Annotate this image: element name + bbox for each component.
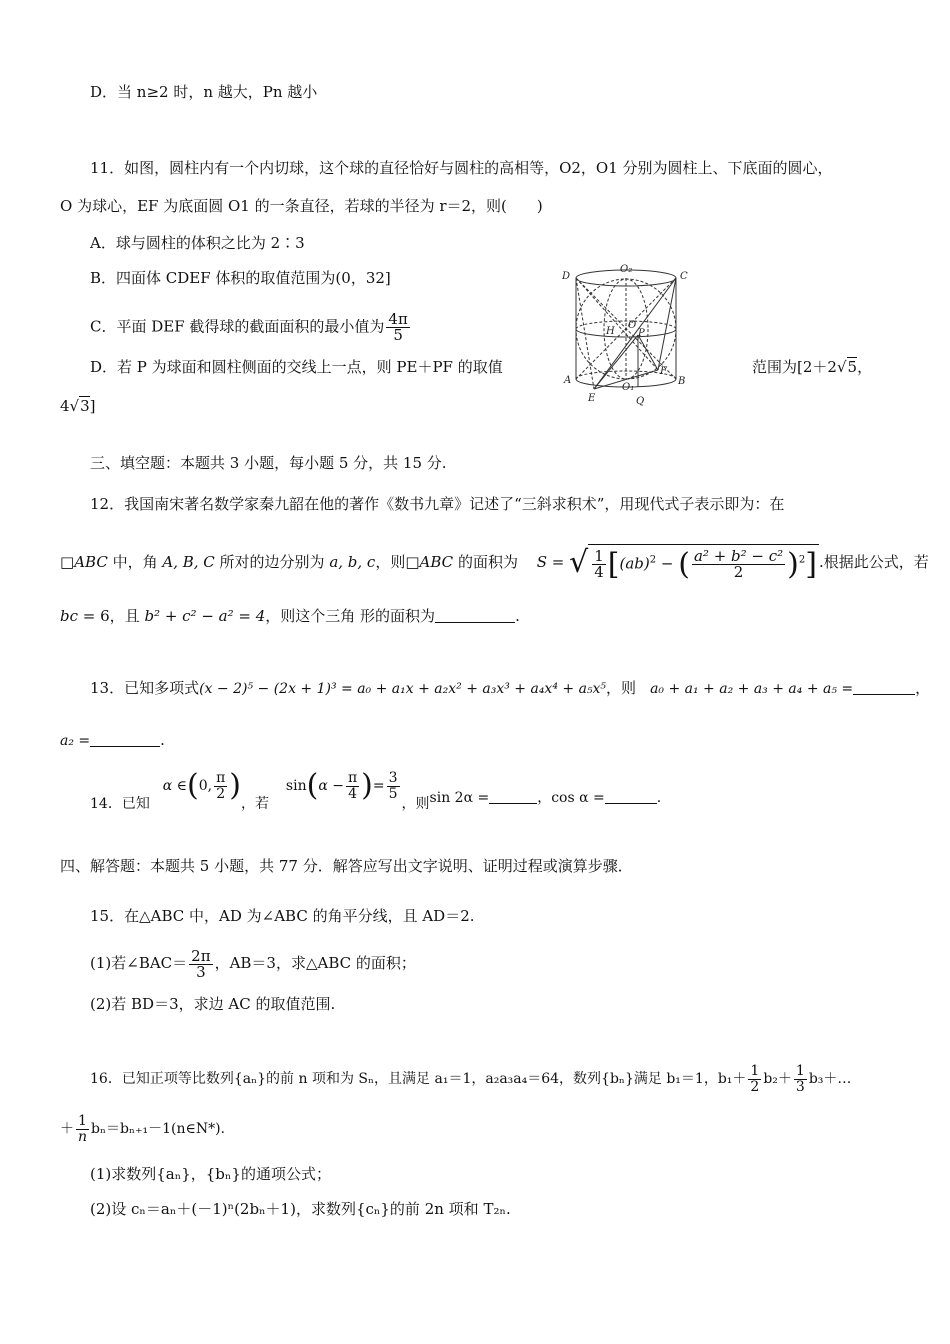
- frac-num: 1: [76, 1114, 89, 1130]
- frac-den: 5: [393, 326, 403, 344]
- fig-label-e: E: [588, 393, 596, 404]
- q11-option-c-text: C．平面 DEF 截得球的截面面积的最小值为: [90, 317, 385, 336]
- q16-one-over-n: [76, 1114, 89, 1145]
- q12-text: ，则: [375, 553, 406, 571]
- q12-minus: −: [656, 554, 679, 573]
- q12-angles: A, B, C: [162, 553, 215, 571]
- q13-text: 13．已知多项式: [90, 679, 200, 697]
- q14-sin2a-blank[interactable]: [489, 789, 537, 804]
- q12-ab-term: (ab): [619, 554, 650, 573]
- frac-den: 2: [216, 785, 226, 802]
- q11-option-d: D．若 P 为球面和圆柱侧面的交线上一点，则 PE＋PF 的取值: [90, 358, 503, 376]
- frac-den: 5: [388, 785, 398, 802]
- q13-sum: a₀ + a₁ + a₂ + a₃ + a₄ + a₅ =: [650, 681, 854, 697]
- frac-num: π: [347, 769, 358, 786]
- q16-part1: (1)求数列{aₙ}，{bₙ}的通项公式；: [90, 1165, 331, 1183]
- sqrt-radicand: 5: [847, 358, 858, 376]
- range-text: 4: [60, 397, 70, 415]
- q12-box-symbol: □: [405, 553, 420, 571]
- q13-line2: [60, 730, 165, 751]
- q14-cosa: cos α =: [551, 790, 605, 806]
- q16-line2: [60, 1112, 225, 1146]
- range-comma: ，: [857, 358, 873, 376]
- q14-sin2a: sin 2α =: [429, 790, 490, 806]
- fig-label-o: O: [628, 320, 637, 331]
- q16-part2: (2)设 cₙ＝aₙ＋(－1)ⁿ(2bₙ＋1)，求数列{cₙ}的前 2n 项和 T₂ₙ.: [90, 1200, 511, 1218]
- q12-answer-blank[interactable]: [435, 608, 515, 623]
- q16-text: 16．已知正项等比数列{aₙ}的前 n 项和为 Sₙ，且满足 a₁＝1，a₂a₃a₄＝64，数列{bₙ}满足 b₁＝1，b₁＋: [90, 1071, 747, 1087]
- q15-part1: [90, 946, 416, 980]
- fig-label-o2: O₂: [620, 264, 633, 275]
- frac-den: 4: [348, 785, 358, 802]
- q14-zero: 0,: [198, 778, 213, 794]
- q14-alpha-in: α ∈: [162, 778, 188, 794]
- range-text: 范围为[2＋2: [752, 358, 837, 376]
- q15-part2: (2)若 BD＝3，求边 AC 的取值范围.: [90, 995, 336, 1013]
- q13-line1: [90, 678, 930, 699]
- frac-den: n: [78, 1128, 88, 1145]
- q13-end: .: [160, 731, 165, 749]
- q12-ab-exp: 2: [649, 554, 657, 566]
- frac-num: 3: [388, 769, 398, 786]
- q12-radical-sign: √: [569, 545, 589, 580]
- q12-text: 所对的边分别为: [214, 553, 330, 571]
- q14-text: ，若: [241, 796, 270, 812]
- q14-end: .: [656, 790, 662, 806]
- q11-option-b: B．四面体 CDEF 体积的取值范围为(0，32]: [90, 269, 391, 287]
- paren-right: ): [229, 768, 242, 803]
- q12-cos-term: [692, 549, 785, 580]
- q14-cosa-blank[interactable]: [605, 789, 657, 804]
- q11-stem-line2: O 为球心，EF 为底面圆 O1 的一条直径，若球的半径为 r＝2，则( ): [60, 197, 543, 215]
- q11-option-d-range: [752, 357, 872, 377]
- paren-left: (: [678, 547, 690, 582]
- q12-paren-exp: 2: [798, 554, 806, 566]
- sqrt-sign: √: [836, 358, 847, 376]
- fig-label-c: C: [680, 271, 688, 282]
- sqrt-radicand: 3: [80, 397, 90, 415]
- q14-alpha-domain: [162, 768, 242, 803]
- q14-condition: [285, 768, 402, 803]
- q14-three-fifths: [387, 771, 400, 802]
- paren-left: (: [306, 768, 319, 803]
- q12-text: 的面积为: [453, 553, 518, 571]
- q12-text: .根据此公式，若: [818, 553, 929, 571]
- frac-den: 2: [750, 1078, 760, 1095]
- frac-den: 3: [196, 962, 206, 981]
- q13-comma: ，: [915, 679, 931, 697]
- q12-formula-eq: =: [547, 553, 570, 571]
- q12-radicand: [588, 544, 819, 582]
- paren-right: ): [787, 547, 799, 582]
- q15-text: ，AB＝3，求△ABC 的面积；: [214, 954, 416, 972]
- frac-num: 1: [750, 1062, 760, 1079]
- bracket-right: ]: [805, 547, 817, 582]
- q16-half: [748, 1064, 761, 1095]
- sqrt-sign: √: [69, 397, 80, 415]
- fig-label-b: B: [678, 376, 686, 387]
- q12-formula-s: S: [536, 553, 548, 571]
- q15-stem: 15．在△ABC 中，AD 为∠ABC 的角平分线，且 AD＝2.: [90, 907, 475, 925]
- fig-label-d: D: [562, 271, 571, 282]
- frac-num: 1: [795, 1062, 805, 1079]
- fig-label-a: A: [564, 375, 572, 386]
- q12-text: 中，角: [107, 553, 163, 571]
- q13-text: ，则: [606, 679, 637, 697]
- q12-line1: 12．我国南宋著名数学家秦九韶在他的著作《数书九章》记述了“三斜求积术”，用现代式子表示即为：在: [90, 495, 785, 513]
- frac-num: 2π: [191, 946, 211, 965]
- section-3-heading: 三、填空题：本题共 3 小题，每小题 5 分，共 15 分.: [90, 454, 447, 472]
- frac-den: 2: [733, 563, 744, 581]
- q12-quarter: [592, 549, 606, 580]
- q15-text: (1)若∠BAC＝: [90, 954, 188, 972]
- q12-triangle: ABC: [419, 553, 454, 571]
- q16-text: b₂＋: [763, 1071, 792, 1087]
- fig-label-f: F: [660, 366, 667, 377]
- q11-option-a: A．球与圆柱的体积之比为 2∶3: [90, 234, 305, 252]
- q12-box-symbol: □: [60, 553, 75, 571]
- q12-triangle: ABC: [74, 553, 108, 571]
- frac-den: 3: [795, 1078, 805, 1095]
- q13-polynomial: (x − 2)⁵ − (2x + 1)³ = a₀ + a₁x + a₂x² + a₃x³ + a₄x⁴ + a₅x⁵: [199, 681, 607, 697]
- range-close: ]: [89, 397, 96, 415]
- cylinder-sphere-figure: [556, 262, 696, 412]
- q11-option-c: [90, 312, 412, 343]
- q14-sin: sin: [285, 778, 307, 794]
- q12-text: ，则这个三角 形的面积为: [265, 607, 436, 625]
- q16-line1: [90, 1062, 851, 1096]
- frac-den: 4: [594, 563, 604, 581]
- q12-line3: [60, 606, 520, 626]
- q12-bc: bc: [60, 607, 79, 625]
- q12-sides: a, b, c: [329, 553, 376, 571]
- section-4-heading: 四、解答题：本题共 5 小题，共 77 分．解答应写出文字说明、证明过程或演算步骤．: [60, 857, 633, 875]
- q15-angle-fraction: [189, 946, 212, 981]
- q13-sum-blank[interactable]: [853, 680, 915, 695]
- q13-a2-blank[interactable]: [90, 732, 160, 747]
- q12-line2: [60, 532, 929, 592]
- frac-num: a² + b² − c²: [693, 547, 784, 565]
- q16-third: [794, 1064, 807, 1095]
- q14-pi-half: [214, 771, 227, 802]
- q16-text: ＋: [60, 1121, 74, 1137]
- q11-option-c-fraction: [386, 312, 409, 343]
- q14-alpha-minus: α −: [318, 778, 344, 794]
- q14-line: [90, 765, 661, 815]
- frac-num: 1: [594, 547, 604, 565]
- q13-a2: a₂ =: [60, 733, 91, 749]
- q12-text: .: [515, 607, 520, 625]
- q11-stem-line1: 11．如图，圆柱内有一个内切球，这个球的直径恰好与圆柱的高相等，O2，O1 分别为圆柱上、下底面的圆心，: [90, 159, 833, 177]
- frac-num: π: [216, 769, 226, 786]
- q12-condition: b² + c² − a² = 4: [144, 607, 266, 625]
- fig-label-o1: O₁: [622, 382, 635, 393]
- q16-text: b₃＋…: [808, 1071, 852, 1087]
- q14-text: 14．已知: [90, 796, 150, 812]
- frac-num: 4π: [388, 310, 408, 328]
- q14-pi-quarter: [346, 771, 359, 802]
- bracket-left: [: [607, 547, 620, 582]
- q12-text: = 6，且: [78, 607, 145, 625]
- paren-right: ): [361, 768, 373, 803]
- fig-label-h: H: [606, 326, 615, 337]
- q14-text: ，则: [401, 796, 430, 812]
- fig-label-q: Q: [636, 396, 645, 407]
- q11-option-d-continued: [60, 396, 96, 416]
- q16-text: bₙ＝bₙ₊₁－1(n∈N*).: [91, 1121, 225, 1137]
- q14-eq: =: [372, 778, 385, 794]
- q10-option-d: D．当 n≥2 时，n 越大，Pn 越小: [90, 83, 318, 101]
- q14-comma: ，: [537, 790, 552, 806]
- paren-left: (: [187, 768, 199, 803]
- fig-label-p: P: [638, 328, 645, 339]
